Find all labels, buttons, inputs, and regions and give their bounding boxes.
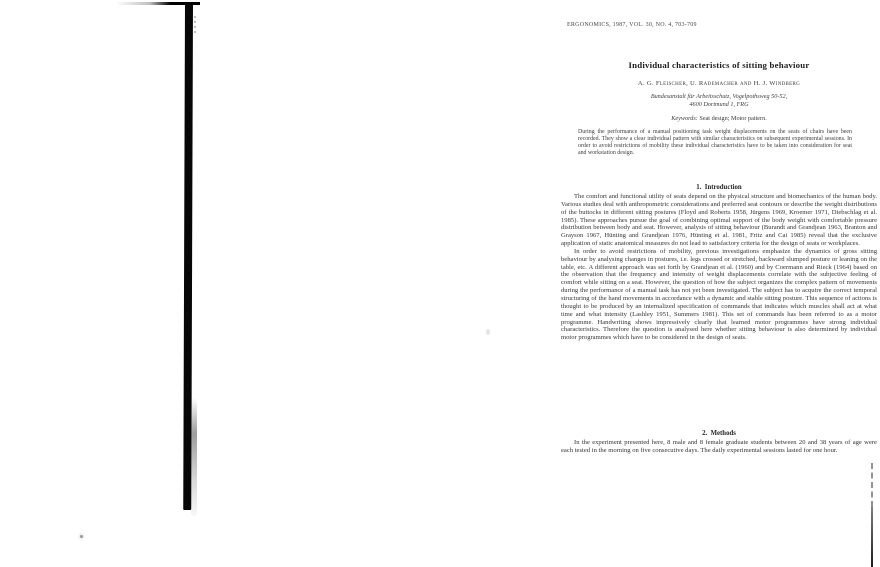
author-line: A. G. Fleischer, U. Rademacher and H. J. Windberg <box>637 80 801 87</box>
section-introduction <box>561 184 877 342</box>
affiliation-line-1: Bundesanstalt für Arbeitsschutz, Vogelpothsweg 50-52, <box>650 93 788 100</box>
section-methods <box>561 430 877 455</box>
journal-header: ERGONOMICS, 1987, VOL. 30, NO. 4, 703-709 <box>567 22 697 28</box>
section-heading-introduction: 1. Introduction <box>696 184 742 191</box>
keywords-text: Seat design; Motor pattern. <box>699 115 767 122</box>
affiliation-line-2: 4600 Dortmund 1, FRG <box>689 100 749 108</box>
paragraph: In the experiment presented here, 8 male and 8 female graduate students between 20 and 38 years of age were each tested in the morning on five consecutive days. The daily experimental sessions lasted for one hour. <box>561 439 877 454</box>
paper-title: Individual characteristics of sitting behaviour <box>628 60 810 70</box>
paragraph: The comfort and functional utility of seats depend on the physical structure and biomechanics of the human body. Various studies deal with anthropometric considerations and preferred seat contours or describe the weight distributions of the buttocks in different sitting postures (Floyd and Roberts 1958, Jürgens 1969, Kroemer 1971, Diebschlag et al. 1985). These approaches pursue the goal of combining optimal support of the body weight with comfortable pressure distribution between body and seat. However, analysis of sitting behaviour (Burandt and Grandjean 1963, Branton and Grayson 1967, Hünting and Grandjean 1976, Hünting et al. 1981, Fritz and Cai 1985) reveal that the exclusive application of static anatomical measures do not lead to satisfactory criteria for the design of seats or workplaces. <box>561 193 877 248</box>
abstract: During the performance of a manual positioning task weight displacements on the seats of chairs have been recorded. They show a clear individual pattern with similar characteristics on subsequent experimental sessions. In order to avoid restrictions of mobility these individual characteristics have to be taken into consideration for seat and workstation design. <box>578 129 852 157</box>
keywords-label: Keywords: <box>671 115 698 122</box>
section-heading-methods: 2. Methods <box>702 430 736 437</box>
keywords-line <box>560 115 878 122</box>
paragraph: In order to avoid restrictions of mobility, previous investigations emphasize the dynamics of gross sitting behaviour by analysing changes in postures, i.e. legs crossed or stretched, backward slumped posture or leaning on the table, etc. A different approach was set forth by Grandjean et al. (1960) and by Coermann and Rieck (1964) based on the observation that the frequency and intensity of weight displacements correlate with the subjective feeling of comfort while sitting on a seat. However, the question of how the subject organizes the complex pattern of movements during the performance of a manual task has not yet been investigated. The subject has to acquire the correct temporal structuring of the hand movements in accordance with a dynamic and stable sitting posture. This sequence of actions is thought to be produced by an internalized specification of commands that indicates which muscles shall act at what time and what intensity (Lashley 1951, Summers 1981). This set of commands has been referred to as a motor programme. Handwriting shows impressively clearly that learned motor programmes have strong individual characteristics. Therefore the question is analysed here whether sitting behaviour is also determined by individual motor programmes which have to be considered in the design of seats. <box>561 247 877 342</box>
